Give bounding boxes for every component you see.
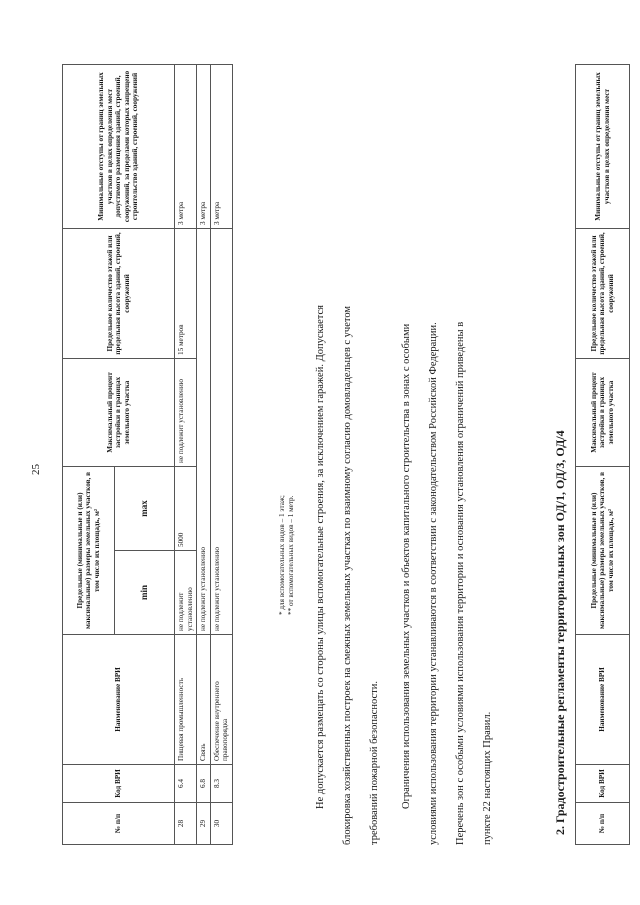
header-size: Предельные (минимальные и (или) максимальные) размеры земельных участков, в том числе их площадь, м² (576, 467, 630, 635)
header-floors: Предельное количество этажей или предельная высота зданий, строений, сооружений (63, 228, 175, 358)
row-setbacks: 3 метра (210, 64, 232, 228)
row-num: 30 (210, 803, 232, 845)
row-floors: 15 метров (175, 228, 197, 358)
header-min: min (115, 551, 175, 635)
row-setbacks: 3 метра (197, 64, 211, 228)
footnote: ** от вспомогательных видов – 1 метр. (287, 495, 295, 615)
row-code: 6.4 (175, 765, 197, 803)
row-name: Обеспечение внутреннего правопорядка (210, 635, 232, 765)
header-code: Код ВРИ (576, 765, 630, 803)
header-setbacks: Минимальные отступы от границ земельных участков в целях определения мест (576, 65, 630, 229)
header-setbacks: Минимальные отступы от границ земельных участков в целях определения мест допустимого размещения зданий, строений, сооружений, за пределами которых запрещено строительство зданий, строений, сооружений (63, 64, 175, 228)
row-span-value: не подлежит установлению (210, 228, 232, 634)
row-num: 28 (175, 803, 197, 845)
header-num: № п/п (63, 803, 175, 845)
row-max: 5000 (175, 466, 197, 550)
table-row (197, 64, 211, 844)
paragraph-line: условиями использования территории устанавливаются в соответствии с законодательством Российской Федерации. (428, 322, 439, 845)
footnote: * для вспомогательных видов – 1 этаж; (278, 495, 286, 615)
paragraph-line: Перечень зон с особыми условиями использования территории и основания установления ограничений приведены в (455, 321, 466, 845)
header-name: Наименование ВРИ (576, 635, 630, 765)
header-floors: Предельное количество этажей или предельная высота зданий, строений, сооружений (576, 229, 630, 359)
header-code: Код ВРИ (63, 765, 175, 803)
regulations-table (62, 64, 233, 845)
row-code: 6.8 (197, 765, 211, 803)
row-code: 8.3 (210, 765, 232, 803)
row-num: 29 (197, 803, 211, 845)
row-min: не подлежит установлению (175, 551, 197, 635)
row-setbacks: 3 метра (175, 64, 197, 228)
section-heading: 2. Градостроительные регламенты территориальных зон ОД/1, ОД/3, ОД/4 (553, 430, 567, 835)
row-span-value: не подлежит установлению (197, 228, 211, 634)
paragraph-line: Ограничения использования земельных участков и объектов капитального строительства в зонах с особыми (401, 323, 412, 809)
paragraph-line: Не допускается размещать со стороны улицы вспомогательные строения, за исключением гаражей. Допускается (315, 305, 326, 809)
header-num: № п/п (576, 803, 630, 845)
table-row (210, 64, 232, 844)
row-name: Связь (197, 635, 211, 765)
paragraph-line: требований пожарной безопасности. (369, 681, 380, 845)
header-name: Наименование ВРИ (63, 635, 175, 765)
page-number: 25 (30, 464, 42, 475)
header-max: max (115, 466, 175, 550)
row-name: Пищевая промышленность (175, 635, 197, 765)
header-size: Предельные (минимальные и (или) максимальные) размеры земельных участков, в том числе их площадь, м² (63, 466, 115, 634)
table-row (175, 64, 197, 844)
paragraph-line: пункте 22 настоящих Правил. (482, 711, 493, 845)
row-percent: не подлежит установлению (175, 358, 197, 466)
header-percent: Максимальный процент застройки в границах земельного участка (63, 358, 175, 466)
paragraph-line: блокировка хозяйственных построек на смежных земельных участках по взаимному согласию домовладельцев с учетом (342, 305, 353, 845)
header-percent: Максимальный процент застройки в границах земельного участка (576, 359, 630, 467)
regulations-table-2 (575, 64, 630, 845)
